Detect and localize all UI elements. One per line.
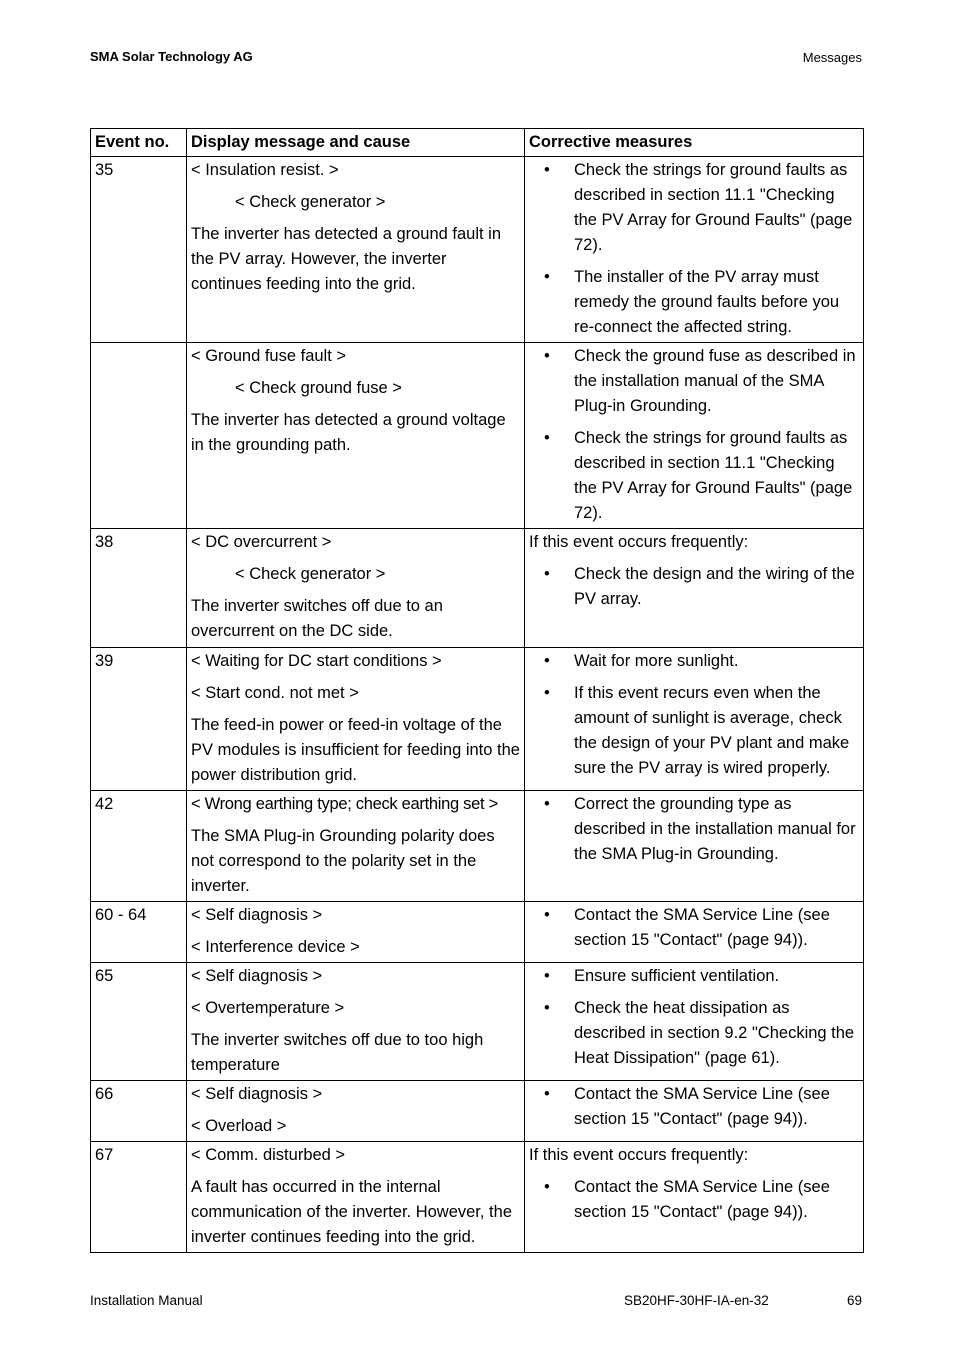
table-header-row — [91, 129, 864, 157]
corrective-measures-cell — [525, 963, 864, 1081]
display-message: < Insulation resist. > — [191, 161, 339, 179]
header-section: Messages — [802, 50, 862, 65]
measure-item: • Wait for more sunlight. — [529, 649, 859, 674]
event-number: 67 — [91, 1142, 187, 1253]
cause-text: The SMA Plug-in Grounding polarity does not correspond to the polarity set in the inverter. — [191, 827, 495, 895]
corrective-measures-cell — [525, 648, 864, 791]
cause-text: The inverter switches off due to an overcurrent on the DC side. — [191, 597, 443, 640]
page-number: 69 — [846, 1293, 862, 1308]
cause-text: The inverter switches off due to too high temperature — [191, 1031, 484, 1074]
event-number — [91, 343, 187, 529]
display-message-cell — [187, 1081, 525, 1142]
table-row — [91, 343, 864, 529]
table-row — [91, 963, 864, 1081]
measure-item: • Check the strings for ground faults as described in section 11.1 "Checking the PV Array for Ground Faults" (page 72). — [529, 426, 859, 526]
event-table — [90, 128, 864, 1253]
table-row — [91, 791, 864, 902]
measure-item: • Contact the SMA Service Line (see section 15 "Contact" (page 94)). — [529, 903, 859, 953]
cause-text: A fault has occurred in the internal communication of the inverter. However, the inverter continues feeding into the grid. — [191, 1178, 512, 1246]
display-message-cell — [187, 343, 525, 529]
display-message: < Start cond. not met > — [191, 684, 359, 702]
header-company: SMA Solar Technology AG — [90, 49, 253, 64]
footer-manual-title: Installation Manual — [90, 1293, 203, 1308]
display-message-cell — [187, 529, 525, 648]
event-number: 66 — [91, 1081, 187, 1142]
corrective-measures-cell — [525, 157, 864, 343]
display-message: < Wrong earthing type; check earthing set > — [191, 795, 498, 813]
corrective-measures-cell — [525, 791, 864, 902]
column-header-corrective-measures: Corrective measures — [525, 129, 864, 157]
measure-intro: If this event occurs frequently: — [529, 533, 749, 551]
display-message: < Waiting for DC start conditions > — [191, 652, 442, 670]
event-number: 38 — [91, 529, 187, 648]
footer-document-code: SB20HF-30HF-IA-en-32 — [624, 1293, 769, 1308]
display-message: < Check generator > — [235, 565, 386, 583]
measure-intro: If this event occurs frequently: — [529, 1146, 749, 1164]
corrective-measures-cell — [525, 343, 864, 529]
table-row — [91, 1081, 864, 1142]
display-message: < Overload > — [191, 1117, 287, 1135]
measure-item: • The installer of the PV array must remedy the ground faults before you re-connect the affected string. — [529, 265, 859, 340]
display-message: < Check ground fuse > — [235, 379, 402, 397]
table-row — [91, 902, 864, 963]
measure-item: • Check the heat dissipation as described in section 9.2 "Checking the Heat Dissipation" (page 61). — [529, 996, 859, 1071]
corrective-measures-cell — [525, 902, 864, 963]
corrective-measures-cell — [525, 1081, 864, 1142]
measure-item: • Contact the SMA Service Line (see section 15 "Contact" (page 94)). — [529, 1082, 859, 1132]
display-message-cell — [187, 963, 525, 1081]
measure-item: • Check the strings for ground faults as described in section 11.1 "Checking the PV Array for Ground Faults" (page 72). — [529, 158, 859, 258]
event-number: 65 — [91, 963, 187, 1081]
cause-text: The feed-in power or feed-in voltage of the PV modules is insufficient for feeding into the power distribution grid. — [191, 716, 520, 784]
table-row — [91, 1142, 864, 1253]
cause-text: The inverter has detected a ground voltage in the grounding path. — [191, 411, 506, 454]
measure-item: • If this event recurs even when the amount of sunlight is average, check the design of your PV plant and make sure the PV array is wired properly. — [529, 681, 859, 781]
display-message: < Ground fuse fault > — [191, 347, 347, 365]
display-message-cell — [187, 1142, 525, 1253]
display-message: < Interference device > — [191, 938, 360, 956]
column-header-event-no: Event no. — [91, 129, 187, 157]
event-number: 39 — [91, 648, 187, 791]
event-number: 60 - 64 — [91, 902, 187, 963]
display-message: < Overtemperature > — [191, 999, 345, 1017]
display-message-cell — [187, 648, 525, 791]
measure-item: • Contact the SMA Service Line (see section 15 "Contact" (page 94)). — [529, 1175, 859, 1225]
display-message-cell — [187, 157, 525, 343]
measure-item: • Correct the grounding type as described in the installation manual for the SMA Plug-in Grounding. — [529, 792, 859, 867]
corrective-measures-cell — [525, 1142, 864, 1253]
measure-item: • Check the ground fuse as described in the installation manual of the SMA Plug-in Grounding. — [529, 344, 859, 419]
event-number: 42 — [91, 791, 187, 902]
cause-text: The inverter has detected a ground fault in the PV array. However, the inverter continues feeding into the grid. — [191, 225, 502, 293]
display-message: < Self diagnosis > — [191, 967, 323, 985]
table-row — [91, 529, 864, 648]
measure-item: • Check the design and the wiring of the PV array. — [529, 562, 859, 612]
column-header-display-message: Display message and cause — [187, 129, 525, 157]
table-row — [91, 648, 864, 791]
display-message: < Self diagnosis > — [191, 1085, 323, 1103]
display-message: < Comm. disturbed > — [191, 1146, 346, 1164]
table-row — [91, 157, 864, 343]
display-message: < DC overcurrent > — [191, 533, 332, 551]
event-number: 35 — [91, 157, 187, 343]
display-message: < Self diagnosis > — [191, 906, 323, 924]
display-message-cell — [187, 902, 525, 963]
measure-item: • Ensure sufficient ventilation. — [529, 964, 859, 989]
corrective-measures-cell — [525, 529, 864, 648]
display-message: < Check generator > — [235, 193, 386, 211]
display-message-cell — [187, 791, 525, 902]
